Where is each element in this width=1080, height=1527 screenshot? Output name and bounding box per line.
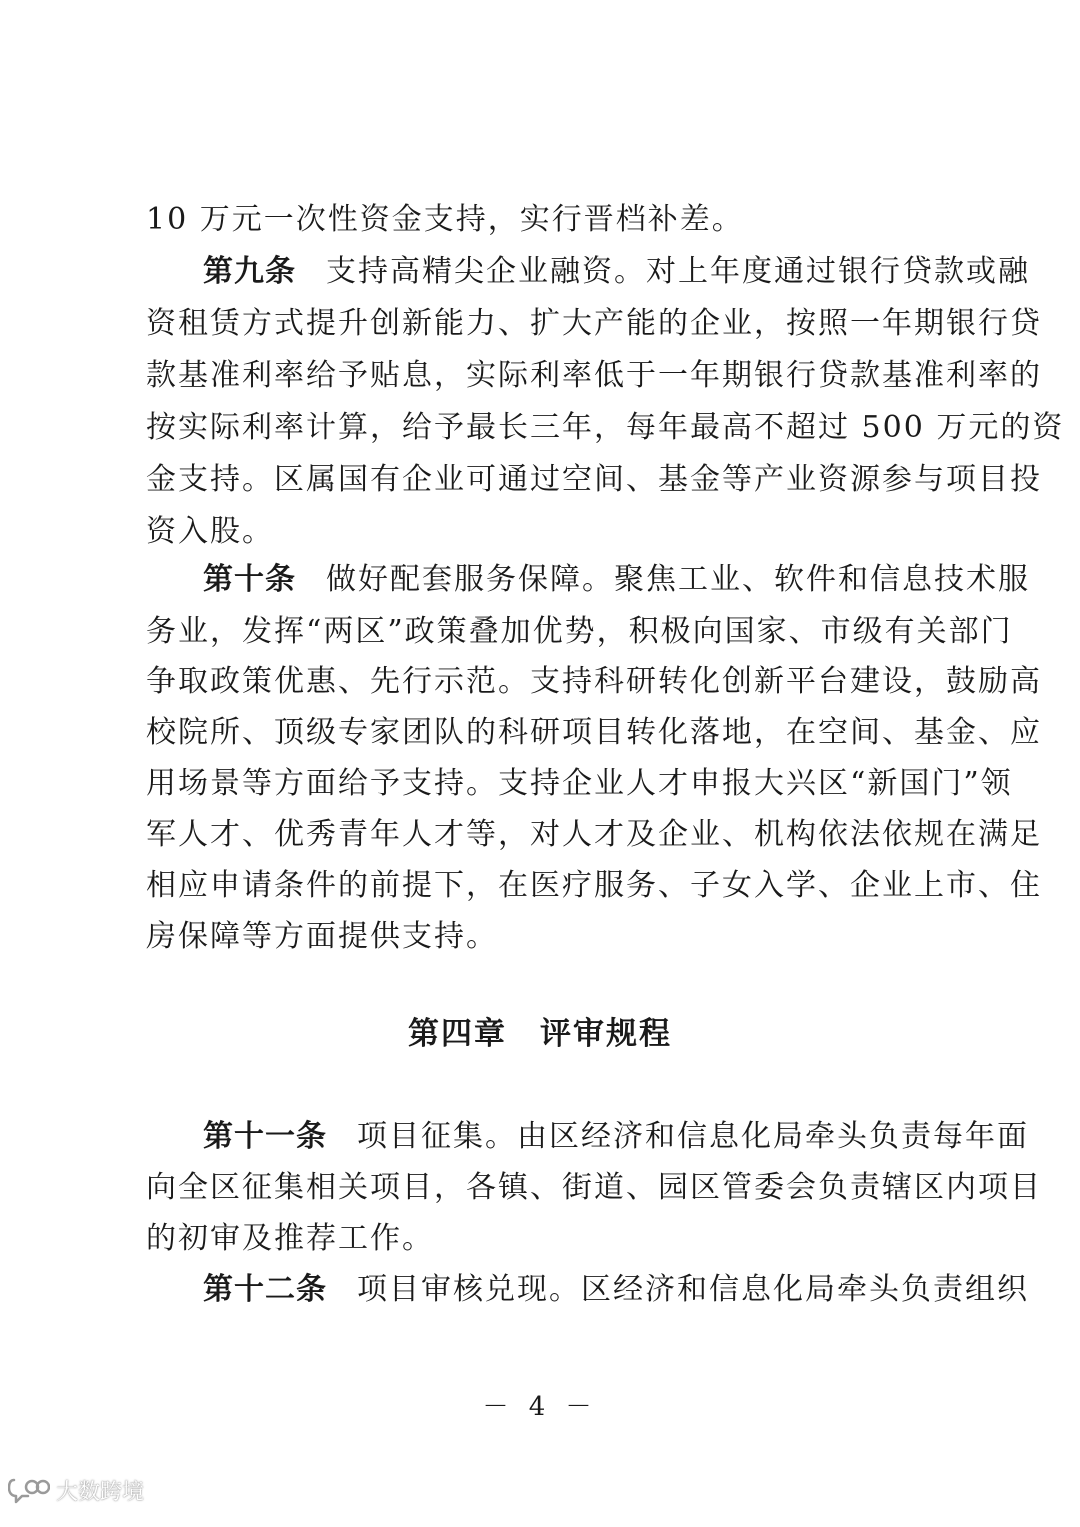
- text-line: 资入股。: [146, 514, 274, 549]
- article-12-line: 第十二条 项目审核兑现。区经济和信息化局牵头负责组织: [203, 1272, 1029, 1307]
- text-line: 10 万元一次性资金支持，实行晋档补差。: [146, 202, 744, 237]
- page-number: － 4 －: [482, 1392, 598, 1422]
- text-line: 的初审及推荐工作。: [146, 1221, 434, 1256]
- text-line: 用场景等方面给予支持。支持企业人才申报大兴区“新国门”领: [146, 766, 1013, 801]
- text-line: 资租赁方式提升创新能力、扩大产能的企业，按照一年期银行贷: [146, 306, 1042, 341]
- text-line: 军人才、优秀青年人才等，对人才及企业、机构依法依规在满足: [146, 817, 1042, 852]
- watermark-text: 大数跨境: [56, 1479, 145, 1505]
- text-line: 款基准利率给予贴息，实际利率低于一年期银行贷款基准利率的: [146, 358, 1042, 393]
- article-10-line: 第十条 做好配套服务保障。聚焦工业、软件和信息技术服: [203, 562, 1030, 597]
- article-heading: 第十条: [203, 562, 296, 597]
- chapter-title: 第四章 评审规程: [408, 1016, 672, 1052]
- text-line: 相应申请条件的前提下，在医疗服务、子女入学、企业上市、住: [146, 868, 1042, 903]
- text-line: 按实际利率计算，给予最长三年，每年最高不超过 500 万元的资: [146, 410, 1065, 445]
- article-heading: 第十一条: [203, 1119, 327, 1154]
- text-line: 校院所、顶级专家团队的科研项目转化落地，在空间、基金、应: [146, 715, 1042, 750]
- text-line: 金支持。区属国有企业可通过空间、基金等产业资源参与项目投: [146, 462, 1042, 497]
- article-heading: 第九条: [203, 254, 296, 289]
- article-9-line: 第九条 支持高精尖企业融资。对上年度通过银行贷款或融: [203, 254, 1030, 289]
- text-line: 房保障等方面提供支持。: [146, 919, 498, 954]
- watermark: [8, 1472, 144, 1508]
- text-line: 务业，发挥“两区”政策叠加优势，积极向国家、市级有关部门: [146, 614, 1013, 649]
- article-11-line: 第十一条 项目征集。由区经济和信息化局牵头负责每年面: [203, 1119, 1029, 1154]
- article-heading: 第十二条: [203, 1272, 327, 1307]
- chat-bubble-logo-icon: [8, 1476, 50, 1504]
- text-line: 争取政策优惠、先行示范。支持科研转化创新平台建设，鼓励高: [146, 664, 1042, 699]
- text-line: 向全区征集相关项目，各镇、街道、园区管委会负责辖区内项目: [146, 1170, 1042, 1205]
